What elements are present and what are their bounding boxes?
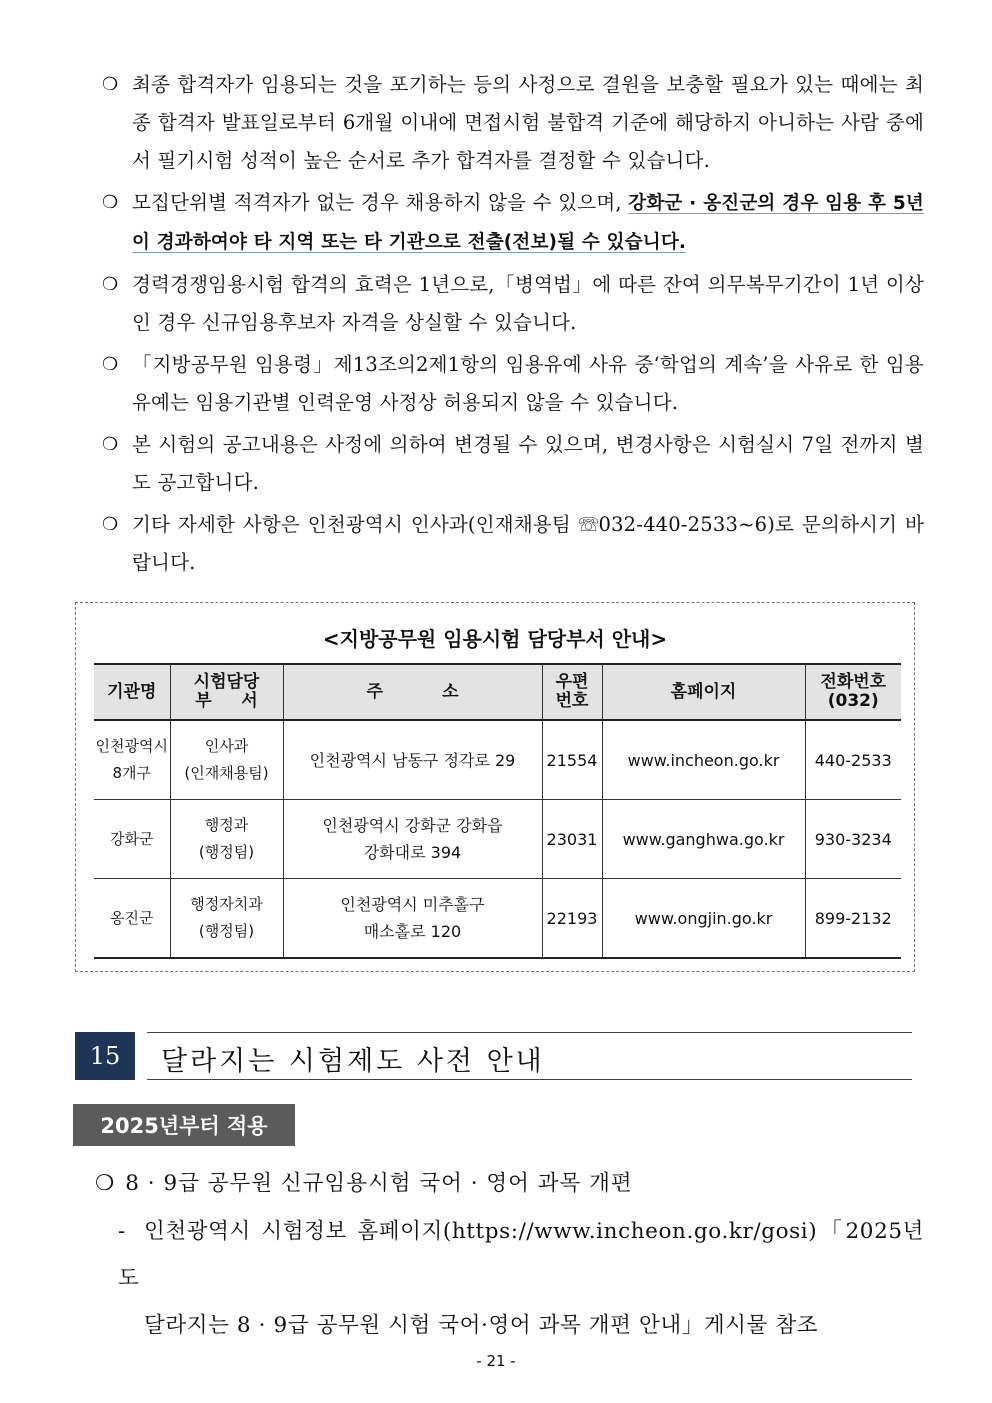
cell-line: (인재채용팀)	[184, 764, 269, 782]
cell-zip: 22193	[542, 879, 602, 959]
cell-line: 행정자치과	[190, 895, 263, 913]
col-header-homepage: 홈페이지	[602, 664, 805, 720]
header-line: 전화번호	[820, 672, 887, 692]
reference-line-2: 달라지는 8 · 9급 공무원 시험 국어·영어 과목 개편 안내」게시물 참조	[144, 1313, 819, 1338]
cell-zip: 21554	[542, 720, 602, 800]
cell-homepage[interactable]: www.ongjin.go.kr	[602, 879, 805, 959]
section-title: 달라지는 시험제도 사전 안내	[161, 1046, 545, 1077]
cell-line: 행정과	[204, 816, 249, 834]
cell-phone: 899-2132	[805, 879, 901, 959]
bullet-text: 본 시험의 공고내용은 사정에 의하여 변경될 수 있으며, 변경사항은 시험실시 7일 전까지 별도 공고합니다.	[132, 433, 924, 494]
bullet-text: 「지방공무원 임용령」제13조의2제1항의 임용유예 사유 중‘학업의 계속’을 사유로 한 임용유예는 임용기관별 인력운영 사정상 허용되지 않을 수 있습니다.	[132, 353, 924, 414]
cell-line: 인천광역시 미추홀구	[340, 895, 485, 914]
bullet-text: 경력경쟁임용시험 합격의 효력은 1년으로,「병역법」에 따른 잔여 의무복무기간이 1년 이상인 경우 신규임용후보자 자격을 상실할 수 있습니다.	[132, 273, 924, 334]
bullet-contact	[98, 506, 924, 582]
cell-homepage[interactable]: www.incheon.go.kr	[602, 720, 805, 800]
circle-bullet-icon: ❍	[102, 74, 119, 95]
header-line: 부 서	[195, 691, 258, 711]
col-header-address: 주 소	[283, 664, 542, 720]
table-row	[94, 879, 901, 959]
cell-agency	[94, 720, 170, 800]
cell-line: 강화대로 394	[363, 843, 462, 862]
info-box-title: <지방공무원 임용시험 담당부서 안내>	[322, 627, 668, 651]
reference-line-1: 인천광역시 시험정보 홈페이지(https://www.incheon.go.kr/gosi)「2025년도	[118, 1219, 924, 1291]
table-row	[94, 800, 901, 879]
department-table	[94, 663, 901, 959]
cell-line: 인사과	[204, 737, 249, 755]
cell-line: 인천광역시 강화군 강화읍	[322, 816, 503, 835]
circle-bullet-icon: ❍	[95, 1171, 116, 1196]
circle-bullet-icon: ❍	[102, 192, 119, 213]
cell-line: (행정팀)	[198, 843, 255, 861]
cell-line: (행정팀)	[198, 922, 255, 940]
col-header-phone	[805, 664, 901, 720]
cell-agency: 옹진군	[94, 879, 170, 959]
page-number: - 21 -	[476, 1352, 516, 1370]
bullet-additional-pass	[98, 66, 924, 180]
cell-line: 매소홀로 120	[363, 922, 462, 941]
bullet-text: 최종 합격자가 임용되는 것을 포기하는 등의 사정으로 결원을 보충할 필요가 있는 때에는 최종 합격자 발표일로부터 6개월 이내에 면접시험 불합격 기준에 해당하지 아니하는 사람 중에서 필기시험 성적이 높은 순서로 추가 합격자를 결정할 수 있습니다.	[132, 73, 924, 172]
notice-bullet-list	[98, 66, 924, 586]
section-number: 15	[75, 1032, 135, 1080]
col-header-zip	[542, 664, 602, 720]
cell-line: 8개구	[112, 764, 152, 782]
bullet-text: 기타 자세한 사항은 인천광역시 인사과(인재채용팀 ☏032-440-2533~6)로 문의하시기 바랍니다.	[132, 513, 924, 574]
cell-phone: 930-3234	[805, 800, 901, 879]
cell-department	[170, 800, 283, 879]
cell-department	[170, 879, 283, 959]
cell-homepage[interactable]: www.ganghwa.go.kr	[602, 800, 805, 879]
bullet-text: 모집단위별 적격자가 없는 경우 채용하지 않을 수 있으며,	[132, 191, 629, 214]
col-header-department	[170, 664, 283, 720]
cell-agency: 강화군	[94, 800, 170, 879]
col-header-agency: 기관명	[94, 664, 170, 720]
reform-item	[95, 1166, 633, 1197]
cell-phone: 440-2533	[805, 720, 901, 800]
applies-from-badge: 2025년부터 적용	[73, 1104, 295, 1146]
table-header-row	[94, 664, 901, 720]
section-title-bar	[147, 1032, 912, 1080]
cell-address	[283, 800, 542, 879]
header-line: 우편	[555, 672, 589, 692]
bullet-deferment	[98, 346, 924, 422]
dash-bullet-icon: -	[118, 1219, 126, 1244]
header-line: 번호	[555, 691, 589, 711]
cell-line: 인천광역시	[95, 737, 168, 755]
header-line: 시험담당	[193, 672, 260, 692]
circle-bullet-icon: ❍	[102, 274, 119, 295]
cell-address	[283, 879, 542, 959]
circle-bullet-icon: ❍	[102, 514, 119, 535]
department-info-box	[75, 602, 915, 972]
reform-item-text: 8 · 9급 공무원 신규임용시험 국어 · 영어 과목 개편	[125, 1171, 633, 1196]
bullet-announcement-change	[98, 426, 924, 502]
bullet-bold-notice: 강화군 · 옹진군의 경우 임용 후 5년이 경과하여야 타 지역 또는 타 기관으로 전출(전보)될 수 있습니다.	[132, 193, 924, 253]
cell-zip: 23031	[542, 800, 602, 879]
cell-address	[283, 720, 542, 800]
header-line: (032)	[827, 691, 879, 711]
bullet-no-qualified	[98, 184, 924, 262]
table-row	[94, 720, 901, 800]
reform-reference	[118, 1208, 924, 1349]
cell-department	[170, 720, 283, 800]
circle-bullet-icon: ❍	[102, 434, 119, 455]
bullet-validity-period	[98, 266, 924, 342]
cell-line: 인천광역시 남동구 정각로 29	[309, 750, 516, 770]
circle-bullet-icon: ❍	[102, 354, 119, 375]
